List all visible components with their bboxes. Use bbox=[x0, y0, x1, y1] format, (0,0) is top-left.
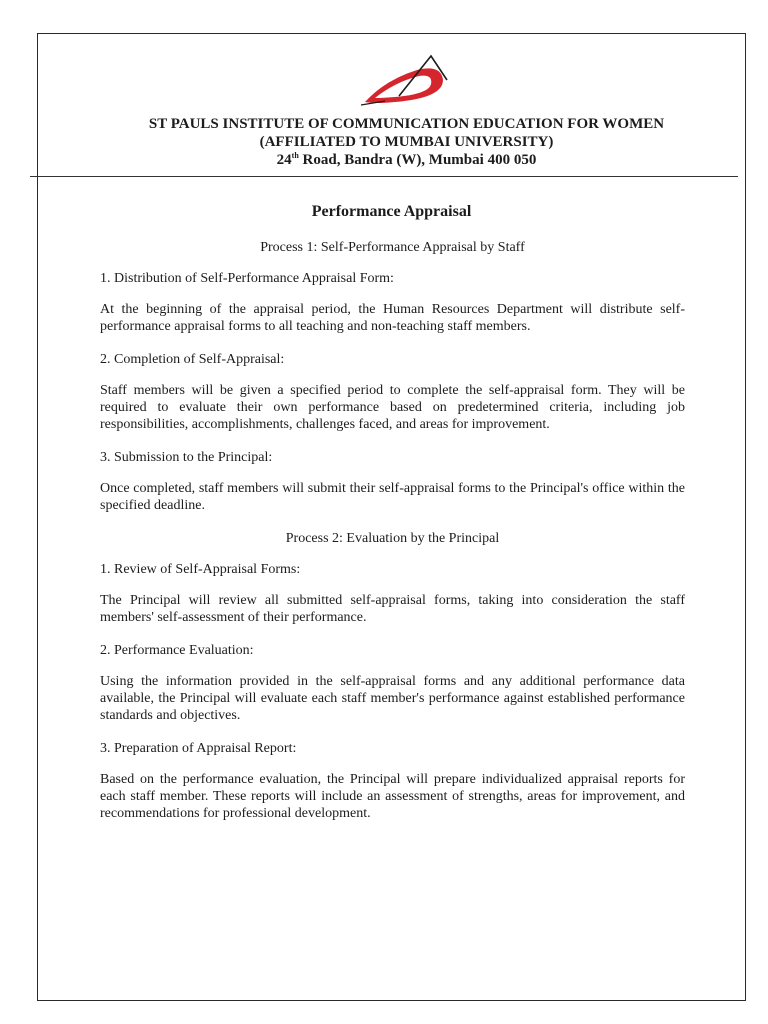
document-title: Performance Appraisal bbox=[311, 203, 472, 220]
process-1-heading: Process 1: Self-Performance Appraisal by Staff bbox=[260, 240, 525, 255]
address-suffix: th bbox=[291, 151, 299, 160]
process-1-step-2-text: Staff members will be given a specified period to complete the self-appraisal form. They will be required to evaluate their own performance based on predetermined criteria, including job responsibilities, accomplishments, challenges faced, and areas for improvement. bbox=[100, 383, 685, 432]
process-1-step-3-label: 3. Submission to the Principal: bbox=[100, 450, 273, 465]
process-2-step-2-label: 2. Performance Evaluation: bbox=[100, 643, 254, 658]
process-1-step-1-text: At the beginning of the appraisal period, the Human Resources Department will distribute self-performance appraisal forms to all teaching and non-teaching staff members. bbox=[100, 302, 685, 334]
address-text: Road, Bandra (W), Mumbai 400 050 bbox=[298, 152, 537, 168]
process-2-step-3-label: 3. Preparation of Appraisal Report: bbox=[100, 741, 297, 756]
process-2-step-1-text: The Principal will review all submitted self-appraisal forms, taking into consideration the staff members' self-assessment of their performance. bbox=[100, 593, 685, 625]
process-1-step-2-label: 2. Completion of Self-Appraisal: bbox=[100, 352, 285, 367]
header-divider bbox=[30, 176, 738, 177]
process-2-step-2-text: Using the information provided in the self-appraisal forms and any additional performance data available, the Principal will evaluate each staff member's performance against established performance standards and objectives. bbox=[100, 674, 685, 723]
institution-address bbox=[38, 151, 745, 169]
process-1-step-3-text: Once completed, staff members will submit their self-appraisal forms to the Principal's office within the specified deadline. bbox=[100, 481, 685, 513]
institution-affiliation: (AFFILIATED TO MUMBAI UNIVERSITY) bbox=[259, 134, 554, 150]
institution-name: ST PAULS INSTITUTE OF COMMUNICATION EDUCATION FOR WOMEN bbox=[148, 116, 665, 132]
process-2-step-3-text: Based on the performance evaluation, the Principal will prepare individualized appraisal reports for each staff member. These reports will include an assessment of strengths, areas for improvement, and recommendations for professional development. bbox=[100, 772, 685, 821]
process-2-step-1-label: 1. Review of Self-Appraisal Forms: bbox=[100, 562, 301, 577]
process-1-step-1-label: 1. Distribution of Self-Performance Appraisal Form: bbox=[100, 271, 394, 286]
document-body bbox=[100, 239, 685, 838]
address-number: 24 bbox=[276, 152, 292, 168]
institute-logo bbox=[355, 52, 451, 112]
process-2-heading: Process 2: Evaluation by the Principal bbox=[285, 531, 500, 546]
